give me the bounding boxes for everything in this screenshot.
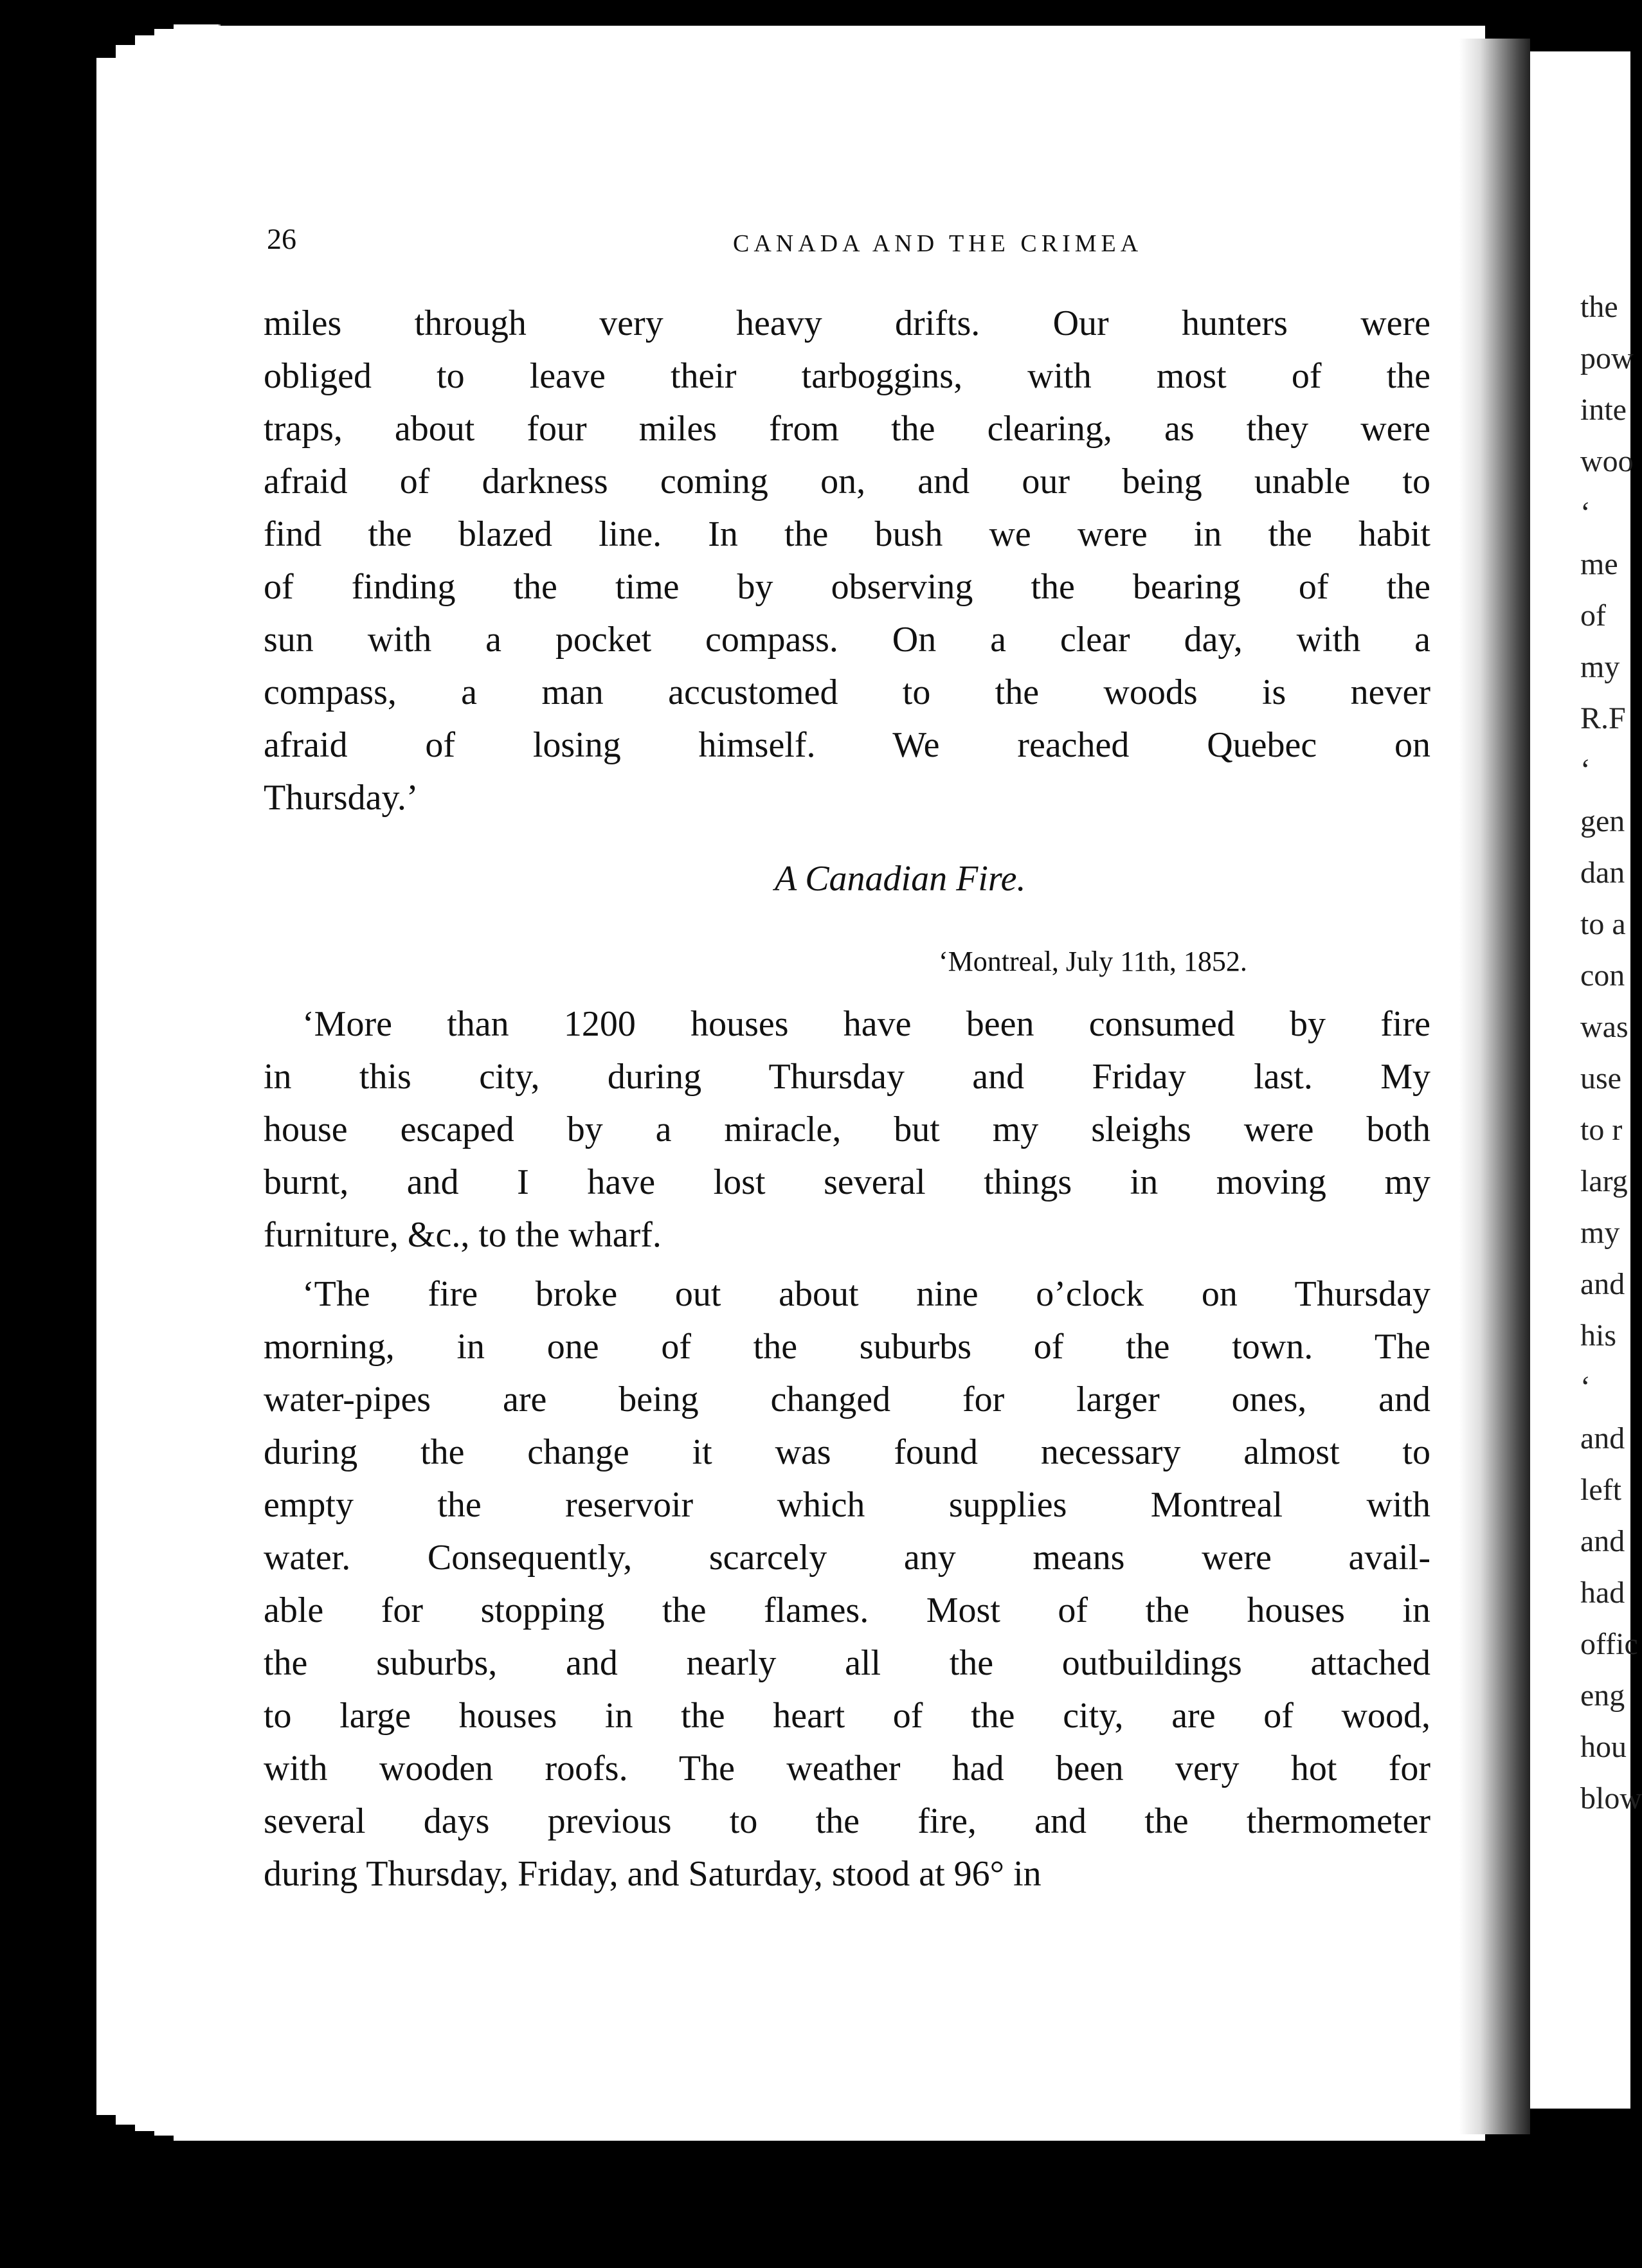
text-line: morning, in one of the suburbs of the town. The bbox=[264, 1327, 1430, 1367]
facing-page-fragment: my bbox=[1580, 1216, 1620, 1250]
book-gutter-shadow bbox=[1459, 39, 1530, 2134]
facing-page-fragment: to r bbox=[1580, 1113, 1623, 1147]
letter-dateline: ‘Montreal, July 11th, 1852. bbox=[939, 946, 1247, 977]
text-line: in this city, during Thursday and Friday last. My bbox=[264, 1057, 1430, 1097]
text-line: ‘More than 1200 houses have been consumed by fire bbox=[302, 1004, 1430, 1044]
stacked-page-edges bbox=[96, 19, 212, 2141]
section-heading: A Canadian Fire. bbox=[775, 859, 1026, 899]
facing-page-fragment: R.F bbox=[1580, 701, 1626, 735]
text-line: water. Consequently, scarcely any means were avail- bbox=[264, 1538, 1430, 1578]
facing-page-fragment: dan bbox=[1580, 856, 1625, 890]
facing-page-fragment: me bbox=[1580, 547, 1618, 581]
facing-page-fragment: use bbox=[1580, 1061, 1621, 1095]
facing-page-fragment: offic bbox=[1580, 1627, 1638, 1661]
facing-page-fragment: ‘ bbox=[1580, 753, 1591, 787]
text-line: obliged to leave their tarboggins, with most of the bbox=[264, 356, 1430, 396]
facing-page-fragment: pow bbox=[1580, 341, 1634, 375]
facing-page-fragment: his bbox=[1580, 1318, 1617, 1353]
facing-page-fragment: gen bbox=[1580, 804, 1625, 838]
facing-page-fragment: larg bbox=[1580, 1164, 1628, 1198]
text-line: burnt, and I have lost several things in moving my bbox=[264, 1162, 1430, 1202]
facing-page-fragment: ‘ bbox=[1580, 496, 1591, 530]
text-line: afraid of losing himself. We reached Quebec on bbox=[264, 725, 1430, 765]
facing-page-fragment: and bbox=[1580, 1267, 1625, 1301]
facing-page-fragment: and bbox=[1580, 1524, 1625, 1558]
text-line: with wooden roofs. The weather had been very hot for bbox=[264, 1749, 1430, 1788]
text-line: empty the reservoir which supplies Montreal with bbox=[264, 1485, 1430, 1525]
facing-page-fragment: woo bbox=[1580, 444, 1634, 478]
text-line: miles through very heavy drifts. Our hunters were bbox=[264, 303, 1430, 343]
text-line: compass, a man accustomed to the woods is never bbox=[264, 672, 1430, 712]
facing-page bbox=[1530, 51, 1642, 2109]
facing-page-fragment: the bbox=[1580, 290, 1618, 324]
text-line: the suburbs, and nearly all the outbuildings attached bbox=[264, 1643, 1430, 1683]
facing-page-fragment: my bbox=[1580, 650, 1620, 684]
page-number: 26 bbox=[267, 222, 296, 255]
facing-page-fragment: of bbox=[1580, 598, 1606, 633]
text-line: to large houses in the heart of the city, are of wood, bbox=[264, 1696, 1430, 1736]
text-line: afraid of darkness coming on, and our being unable to bbox=[264, 462, 1430, 501]
text-line: traps, about four miles from the clearing, as they were bbox=[264, 409, 1430, 449]
facing-page-fragment: eng bbox=[1580, 1679, 1625, 1713]
facing-page-fragment: left bbox=[1580, 1473, 1621, 1507]
text-line: house escaped by a miracle, but my sleighs were both bbox=[264, 1110, 1430, 1149]
text-line: several days previous to the fire, and the thermometer bbox=[264, 1801, 1430, 1841]
text-line: furniture, &c., to the wharf. bbox=[264, 1215, 662, 1255]
facing-page-fragment: to a bbox=[1580, 907, 1626, 941]
text-line: find the blazed line. In the bush we were in the habit bbox=[264, 514, 1430, 554]
facing-page-fragment: blow bbox=[1580, 1781, 1642, 1815]
facing-page-fragment: ‘ bbox=[1580, 1370, 1591, 1404]
text-line: during the change it was found necessary almost to bbox=[264, 1432, 1430, 1472]
text-line: able for stopping the flames. Most of the houses in bbox=[264, 1590, 1430, 1630]
facing-page-fragment: inte bbox=[1580, 393, 1627, 427]
facing-page-fragment: and bbox=[1580, 1421, 1625, 1455]
facing-page-fragment: had bbox=[1580, 1576, 1625, 1610]
running-head-title: CANADA AND THE CRIMEA bbox=[733, 230, 1143, 257]
facing-page-fragment: con bbox=[1580, 959, 1625, 993]
facing-page-fragment: was bbox=[1580, 1010, 1628, 1044]
text-line: sun with a pocket compass. On a clear day, with a bbox=[264, 620, 1430, 660]
running-head bbox=[0, 222, 1630, 267]
text-line: ‘The fire broke out about nine o’clock on Thursday bbox=[302, 1274, 1430, 1314]
text-line: of finding the time by observing the bearing of the bbox=[264, 567, 1430, 607]
text-line: during Thursday, Friday, and Saturday, stood at 96° in bbox=[264, 1854, 1042, 1894]
facing-page-fragment: hou bbox=[1580, 1730, 1627, 1764]
text-line: Thursday.’ bbox=[264, 778, 419, 818]
text-line: water-pipes are being changed for larger ones, and bbox=[264, 1380, 1430, 1419]
